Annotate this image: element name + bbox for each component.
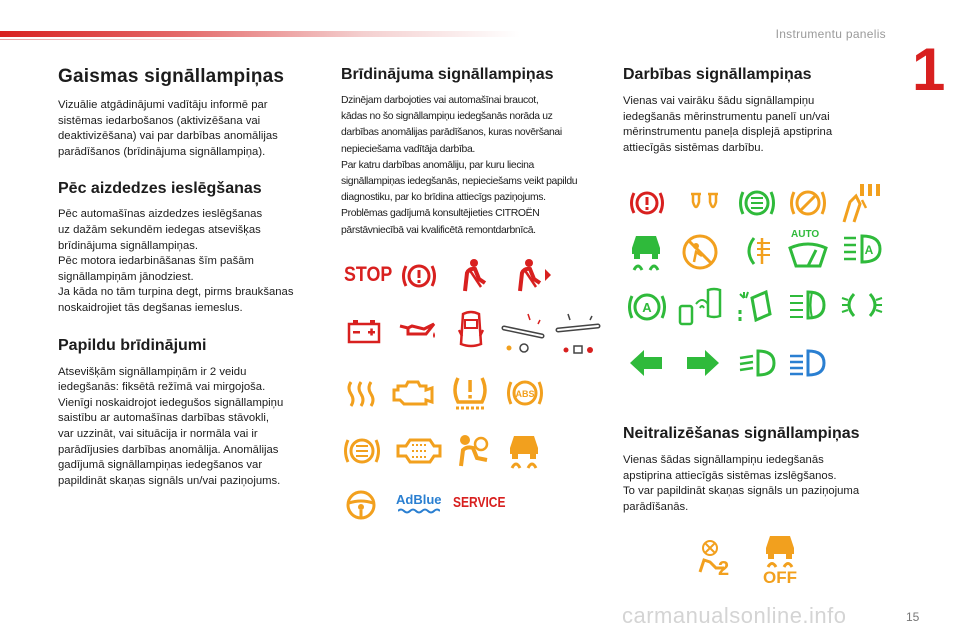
esp-icon (506, 432, 542, 470)
adblue-label: AdBlue (396, 492, 442, 507)
right-turn-indicator-icon (685, 348, 721, 378)
door-open-icon (458, 310, 484, 350)
parking-brake-icon (628, 188, 666, 218)
preheating-icon (345, 376, 377, 412)
automatic-headlamps-icon (842, 232, 882, 266)
operation-lamps-text: Vienas vai vairāku šādu signāllampiņu iedegšanās mērinstrumentu panelī un/vai mērinstrumentu paneļa displejā apstiprina attiecīgās sistēmas darbību. (623, 95, 833, 154)
watermark: carmanualsonline.info (622, 603, 847, 628)
stop-and-start-icon (628, 290, 666, 324)
neutral-section (623, 425, 893, 515)
extra-warnings-heading: Papildu brīdinājumi (58, 336, 207, 354)
main-beam-icon (788, 348, 828, 378)
extra-warnings-text: Atsevišķām signāllampiņām ir 2 veidu iedegšanās: fiksētā režīmā vai mirgojoša. Vienīgi noskaidrojot iedegušos signāllampiņu saistību ar automašīnas darbības stāvokli, var uzzināt, vai situācija ir normāla vai ir parādījusies darbības anomālija. Anomālijas gadījumā signāllampiņas iedegšanos var papildināt skaņas signāls un/vai paziņojums. (58, 365, 284, 487)
adblue-wave-icon (398, 508, 440, 514)
brake-pad-wear-icon (342, 435, 382, 467)
stop-label: STOP (344, 263, 393, 286)
passenger-airbag-off-icon (682, 234, 718, 270)
service-label: SERVICE (453, 494, 506, 511)
header-accent-bar (0, 31, 520, 37)
blind-spot-icon (738, 284, 772, 328)
page-number: 15 (906, 610, 920, 624)
steering-lock-icon (554, 312, 604, 356)
ignition-text: Pēc automašīnas aizdedzes ieslēgšanas uz dažām sekundēm iedegas atsevišķas brīdinājuma signāllampiņas. Pēc motora iedarbināšanas šīm pašām signāllampiņām jānodziest. Ja kāda no tām turpina degt, pirms braukšanas noskaidrojiet tās degšanas iemeslus. (58, 208, 294, 314)
esp-off-label: OFF (763, 568, 797, 587)
auto-wiping-icon (788, 242, 828, 270)
middle-column (341, 66, 609, 239)
warning-lamps-text: Dzinējam darbojoties vai automašīnai braucot, kādas no šo signāllampiņu iedegšanās norāda uz darbības anomālijas parādīšanos, kuras novēršanai nepieciešama vadītāja darbība. Par katru darbības anomāliju, par kuru liecina signāllampiņas iedegšanās, nepieciešams veikt papildu diagnostiku, par ko brīdina attiecīgs paziņojums. Problēmas gadījumā konsultējieties CITROËN pārstāvniecībā vai kvalificētā remontdarbnīcā. (341, 95, 578, 236)
park-assist-icon (678, 286, 722, 328)
passenger-seatbelt-icon (510, 257, 552, 293)
tyre-pressure-icon (450, 372, 490, 412)
ignition-heading: Pēc aizdedzes ieslēgšanas (58, 180, 262, 198)
foot-on-brake-icon (838, 180, 882, 226)
engine-check-icon (392, 378, 436, 408)
svg-text:A: A (864, 243, 874, 257)
electric-parking-brake-icon (737, 186, 777, 220)
header-accent-line (0, 39, 250, 40)
deactivation-lamps-heading: Neitralizēšanas signāllampiņas (623, 425, 860, 442)
auto-wiper-label: AUTO (791, 229, 820, 240)
operation-lamps-heading: Darbības signāllampiņas (623, 66, 812, 83)
front-fog-icon (788, 288, 828, 322)
seatbelt-icon (455, 257, 489, 293)
right-column (623, 66, 893, 156)
left-turn-indicator-icon (628, 348, 664, 378)
page-title: Gaismas signāllampiņas (58, 66, 285, 87)
glow-plugs-icon (688, 190, 722, 216)
steering-wheel-icon (345, 489, 377, 521)
section-title: Instrumentu panelis (775, 27, 886, 41)
oil-pressure-icon (398, 320, 438, 342)
left-column (58, 66, 328, 489)
abs-icon (505, 377, 545, 409)
brake-disc-icon (788, 186, 828, 220)
svg-text:A: A (642, 300, 652, 315)
svg-text:ABS: ABS (515, 389, 535, 399)
airbag-off-icon (455, 432, 491, 470)
power-steering-icon (500, 312, 550, 354)
particle-filter-icon (396, 436, 442, 466)
sidelights-icon (840, 290, 884, 320)
esp-off-icon (760, 532, 800, 568)
brake-warning-icon (400, 261, 438, 291)
stop-start-esp-icon (628, 232, 664, 272)
airbag-off-number: 2 (718, 558, 730, 580)
warning-lamps-heading: Brīdinājuma signāllampiņas (341, 66, 554, 83)
deactivation-lamps-text: Vienas šādas signāllampiņu iedegšanās apstiprina attiecīgās sistēmas izslēgšanos. To var papildināt skaņas signāls un paziņojuma parādīšanās. (623, 454, 860, 513)
intro-text: Vizuālie atgādinājumi vadītāju informē par sistēmas iedarbošanos (aktivizēšana vai deaktivizēšana) vai par darbības anomālijas parādīšanos (brīdinājuma signāllampiņa). (58, 99, 278, 158)
chapter-number: 1 (912, 36, 946, 103)
dipped-beam-icon (738, 348, 778, 378)
rear-fog-icon (740, 234, 774, 268)
battery-icon (347, 318, 381, 344)
